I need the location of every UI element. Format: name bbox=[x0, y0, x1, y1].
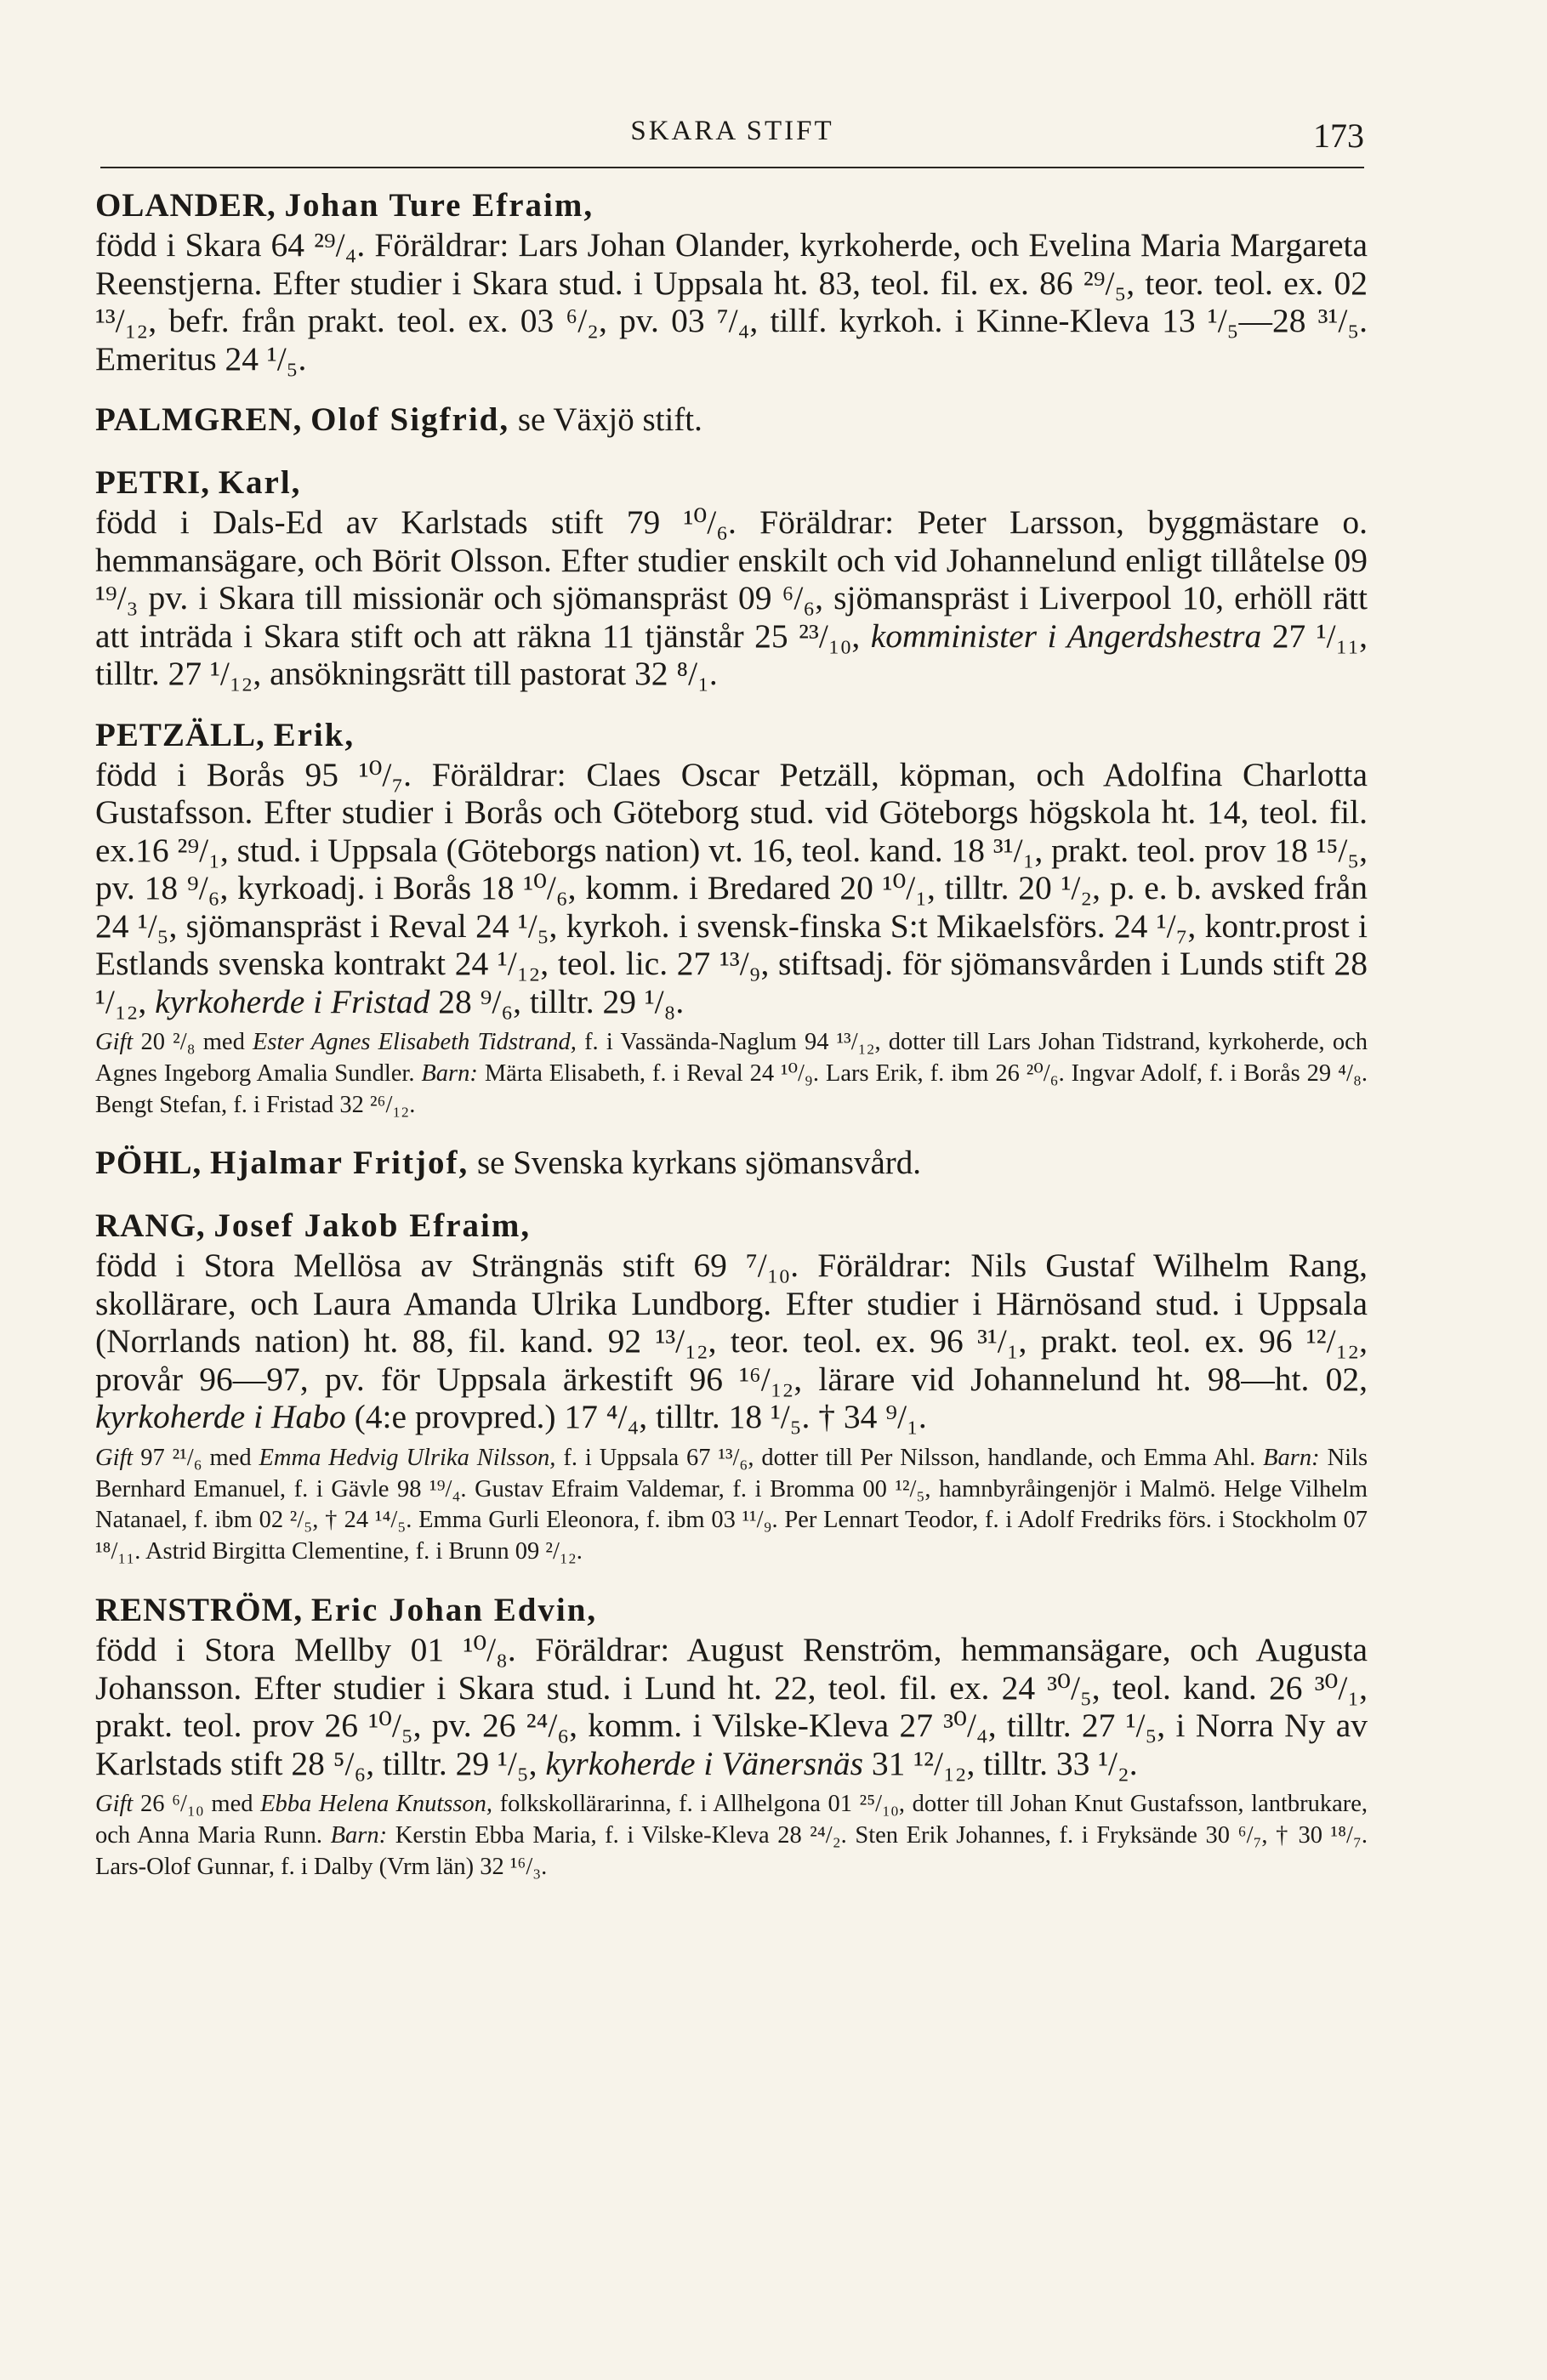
entry-surname: PETRI, bbox=[95, 464, 210, 501]
entry-olander bbox=[95, 185, 1368, 378]
entry-petzall bbox=[95, 715, 1368, 1122]
entry-heading bbox=[95, 1590, 1368, 1631]
entry-surname: PALMGREN, bbox=[95, 401, 303, 438]
entry-cross-reference: se Svenska kyrkans sjömansvård. bbox=[476, 1145, 922, 1182]
entry-heading bbox=[95, 463, 1368, 503]
entry-surname: RANG, bbox=[95, 1207, 206, 1245]
entry-pohl bbox=[95, 1143, 1368, 1184]
entry-heading bbox=[95, 400, 1368, 440]
family-text: 97 ²¹/₆ med bbox=[140, 1444, 252, 1471]
entry-family bbox=[95, 1027, 1368, 1121]
family-label: Gift bbox=[95, 1791, 134, 1818]
spouse-name: Emma Hedvig Ulrika Nilsson, bbox=[259, 1444, 556, 1471]
entry-heading bbox=[95, 715, 1368, 756]
entry-surname: OLANDER, bbox=[95, 187, 276, 224]
entry-rang bbox=[95, 1206, 1368, 1568]
entry-petri bbox=[95, 463, 1368, 693]
family-text: Nils Bernhard Emanuel, f. i Gävle 98 ¹⁹/₄. Gustav Efraim Valdemar, f. i Bromma 00 ¹²/₅, hamnbyråingenjör i Malmö. Helge Vilhelm Natanael, f. ibm 02 ²/₅, † 24 ¹⁴/₅. Emma Gurli Eleonora, f. ibm 03 ¹¹/₉. Per Lennart Teodor, f. i Adolf Fredriks förs. i Stockholm 07 ¹⁸/₁₁. Astrid Birgitta Clementine, f. i Brunn 09 ²/₁₂. bbox=[95, 1444, 1368, 1565]
family-text: f. i Uppsala 67 ¹³/₆, dotter till Per Nilsson, handlande, och Emma Ahl. bbox=[563, 1444, 1256, 1471]
family-text: folkskollärarinna, f. i Allhelgona 01 ²⁵/₁₀, dotter till Johan Knut Gustafsson, lantbrukare, och Anna Maria Runn. bbox=[95, 1791, 1368, 1849]
entry-given-names: Hjalmar Fritjof, bbox=[210, 1145, 469, 1182]
children-label: Barn: bbox=[421, 1059, 478, 1087]
bio-text: 28 ⁹/₆, tilltr. 29 ¹/₈. bbox=[438, 982, 685, 1020]
entry-family bbox=[95, 1443, 1368, 1568]
entry-biography bbox=[95, 503, 1368, 693]
entry-surname: RENSTRÖM, bbox=[95, 1592, 304, 1629]
family-text: Märta Elisabeth, f. i Reval 24 ¹⁰/₉. Lars Erik, f. ibm 26 ²⁰/₆. Ingvar Adolf, f. i Borås 29 ⁴/₈. Bengt Stefan, f. i Fristad 32 ²⁶/₁₂. bbox=[95, 1059, 1368, 1118]
entry-surname: PETZÄLL, bbox=[95, 716, 265, 753]
children-label: Barn: bbox=[1263, 1444, 1320, 1471]
entries-column bbox=[95, 185, 1368, 1905]
running-title: SKARA STIFT bbox=[630, 116, 834, 146]
bio-text: 27 ¹/₁₁, tilltr. 27 ¹/₁₂, ansökningsrätt till pastorat 32 ⁸/₁. bbox=[95, 616, 1368, 692]
family-label: Gift bbox=[95, 1444, 134, 1471]
bio-position: kyrkoherde i Fristad bbox=[155, 982, 430, 1020]
entry-given-names: Erik, bbox=[273, 716, 355, 753]
family-text: f. i Vassända-Naglum 94 ¹³/₁₂, dotter till Lars Johan Tidstrand, kyrkoherde, och Agnes Ingeborg Amalia Sundler. bbox=[95, 1029, 1368, 1087]
entry-given-names: Olof Sigfrid, bbox=[310, 401, 510, 438]
entry-heading bbox=[95, 185, 1368, 226]
page-number: 173 bbox=[1313, 116, 1364, 155]
bio-position: komminister i Angerdshestra bbox=[870, 616, 1262, 655]
bio-text: född i Stora Mellby 01 ¹⁰/₈. Föräldrar: August Renström, hemmansägare, och Augusta Johansson. Efter studier i Skara stud. i Lund ht. 22, teol. fil. ex. 24 ³⁰/₅, teol. kand. 26 ³⁰/₁, prakt. teol. prov 26 ¹⁰/₅, pv. 26 ²⁴/₆, komm. i Vilske-Kleva 27 ³⁰/₄, tilltr. 27 ¹/₅, i Norra Ny av Karlstads stift 28 ⁵/₆, tilltr. 29 ¹/₅, bbox=[95, 1631, 1368, 1782]
spouse-name: Ebba Helena Knutsson, bbox=[260, 1791, 493, 1818]
entry-surname: PÖHL, bbox=[95, 1145, 202, 1182]
bio-text: 31 ¹²/₁₂, tilltr. 33 ¹/₂. bbox=[871, 1744, 1138, 1782]
page-header bbox=[100, 116, 1364, 168]
bio-position: kyrkoherde i Habo bbox=[95, 1398, 346, 1436]
family-text: Kerstin Ebba Maria, f. i Vilske-Kleva 28 ²⁴/₂. Sten Erik Johannes, f. i Fryksände 30 ⁶/₇, † 30 ¹⁸/₇. Lars-Olof Gunnar, f. i Dalby (Vrm län) 32 ¹⁶/₃. bbox=[95, 1821, 1368, 1880]
entry-heading bbox=[95, 1206, 1368, 1247]
entry-given-names: Josef Jakob Efraim, bbox=[213, 1207, 532, 1245]
spouse-name: Ester Agnes Elisabeth Tidstrand, bbox=[253, 1029, 577, 1055]
family-text: 26 ⁶/₁₀ med bbox=[139, 1791, 253, 1818]
bio-text: (4:e provpred.) 17 ⁴/₄, tilltr. 18 ¹/₅. † 34 ⁹/₁. bbox=[354, 1398, 927, 1436]
entry-biography bbox=[95, 756, 1368, 1021]
bio-text: född i Stora Mellösa av Strängnäs stift 69 ⁷/₁₀. Föräldrar: Nils Gustaf Wilhelm Rang, skollärare, och Laura Amanda Ulrika Lundborg. Efter studier i Härnösand stud. i Uppsala (Norrlands nation) ht. 88, fil. kand. 92 ¹³/₁₂, teor. teol. ex. 96 ³¹/₁, prakt. teol. ex. 96 ¹²/₁₂, provår 96—97, pv. för Uppsala ärkestift 96 ¹⁶/₁₂, lärare vid Johannelund ht. 98—ht. 02, bbox=[95, 1247, 1368, 1398]
family-text: 20 ²/₈ med bbox=[140, 1029, 245, 1055]
entry-heading bbox=[95, 1143, 1368, 1184]
entry-given-names: Johan Ture Efraim, bbox=[284, 187, 594, 224]
entry-biography bbox=[95, 1247, 1368, 1436]
entry-renstrom bbox=[95, 1590, 1368, 1883]
entry-biography bbox=[95, 1631, 1368, 1782]
family-label: Gift bbox=[95, 1029, 134, 1055]
bio-text: född i Dals-Ed av Karlstads stift 79 ¹⁰/₆. Föräldrar: Peter Larsson, byggmästare o. hemmansägare, och Börit Olsson. Efter studier enskilt och vid Johannelund enligt tillåtelse 09 ¹⁹/₃ pv. i Skara till missionär och sjömanspräst 09 ⁶/₆, sjömanspräst i Liverpool 10, erhöll rätt att inträda i Skara stift och att räkna 11 tjänstår 25 ²³/₁₀, bbox=[95, 503, 1368, 655]
bio-position: kyrkoherde i Vänersnäs bbox=[545, 1744, 864, 1782]
entry-biography: född i Skara 64 ²⁹/₄. Föräldrar: Lars Johan Olander, kyrkoherde, och Evelina Maria Margareta Reenstjerna. Efter studier i Skara stud. i Uppsala ht. 83, teol. fil. ex. 86 ²⁹/₅, teor. teol. ex. 02 ¹³/₁₂, befr. från prakt. teol. ex. 03 ⁶/₂, pv. 03 ⁷/₄, tillf. kyrkoh. i Kinne-Kleva 13 ¹/₅—28 ³¹/₅. Emeritus 24 ¹/₅. bbox=[95, 226, 1368, 378]
entry-given-names: Karl, bbox=[218, 464, 302, 501]
entry-cross-reference: se Växjö stift. bbox=[517, 401, 702, 438]
entry-given-names: Eric Johan Edvin, bbox=[310, 1592, 598, 1629]
entry-palmgren bbox=[95, 400, 1368, 440]
bio-text: född i Borås 95 ¹⁰/₇. Föräldrar: Claes Oscar Petzäll, köpman, och Adolfina Charlotta Gustafsson. Efter studier i Borås och Göteborg stud. vid Göteborgs högskola ht. 14, teol. fil. ex.16 ²⁹/₁, stud. i Uppsala (Göteborgs nation) vt. 16, teol. kand. 18 ³¹/₁, prakt. teol. prov 18 ¹⁵/₅, pv. 18 ⁹/₆, kyrkoadj. i Borås 18 ¹⁰/₆, komm. i Bredared 20 ¹⁰/₁, tilltr. 20 ¹/₂, p. e. b. avsked från 24 ¹/₅, sjömanspräst i Reval 24 ¹/₅, kyrkoh. i svensk-finska S:t Mikaelsförs. 24 ¹/₇, kontr.prost i Estlands svenska kontrakt 24 ¹/₁₂, teol. lic. 27 ¹³/₉, stiftsadj. för sjömansvården i Lunds stift 28 ¹/₁₂, bbox=[95, 755, 1368, 1020]
children-label: Barn: bbox=[330, 1821, 388, 1849]
entry-family bbox=[95, 1789, 1368, 1883]
